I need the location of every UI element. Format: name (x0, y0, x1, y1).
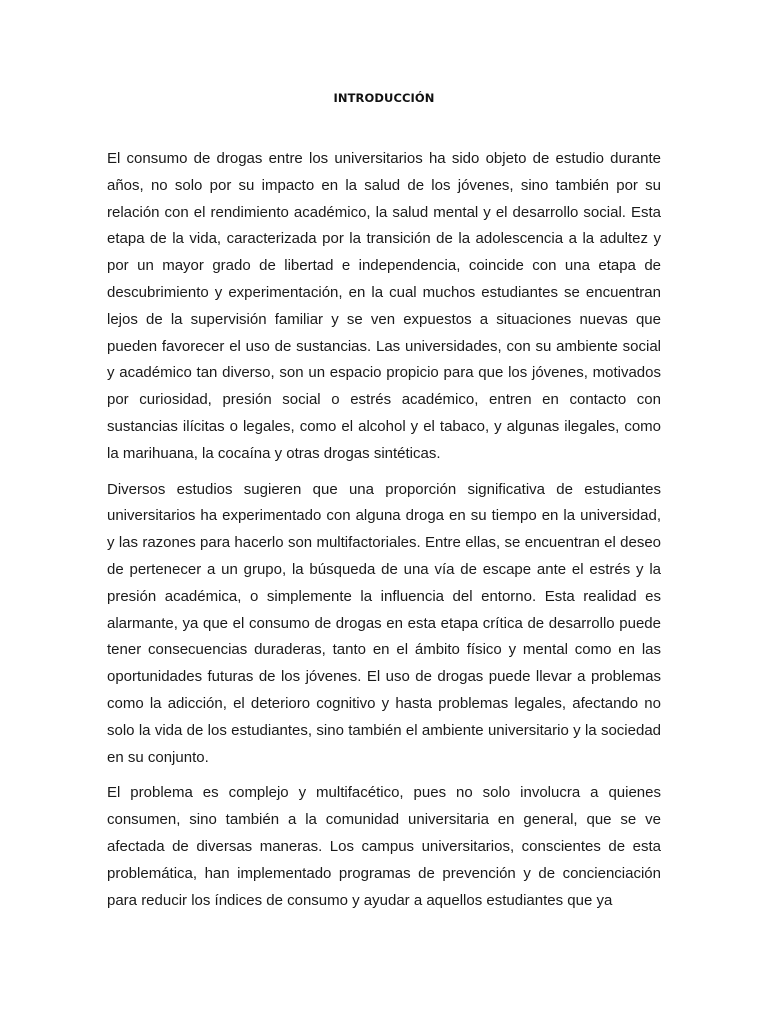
page-title: INTRODUCCIÓN (333, 91, 435, 105)
paragraph-2: Diversos estudios sugieren que una proporción significativa de estudiantes universitarios ha experimentado con alguna droga en su tiempo en la universidad, y las razones para hacerlo son multifactoriales. Entre ellas, se encuentran el deseo de pertenecer a un grupo, la búsqueda de una vía de escape ante el estrés y la presión académica, o simplemente la influencia del entorno. Esta realidad es alarmante, ya que el consumo de drogas en esta etapa crítica de desarrollo puede tener consecuencias duraderas, tanto en el ámbito físico y mental como en las oportunidades futuras de los jóvenes. El uso de drogas puede llevar a problemas como la adicción, el deterioro cognitivo y hasta problemas legales, afectando no solo la vida de los estudiantes, sino también el ambiente universitario y la sociedad en su conjunto. (107, 480, 661, 766)
document-body (107, 146, 661, 914)
paragraph-1: El consumo de drogas entre los universitarios ha sido objeto de estudio durante años, no solo por su impacto en la salud de los jóvenes, sino también por su relación con el rendimiento académico, la salud mental y el desarrollo social. Esta etapa de la vida, caracterizada por la transición de la adolescencia a la adultez y por un mayor grado de libertad e independencia, coincide con una etapa de descubrimiento y experimentación, en la cual muchos estudiantes se encuentran lejos de la supervisión familiar y se ven expuestos a situaciones nuevas que pueden favorecer el uso de sustancias. Las universidades, con su ambiente social y académico tan diverso, son un espacio propicio para que los jóvenes, motivados por curiosidad, presión social o estrés académico, entren en contacto con sustancias ilícitas o legales, como el alcohol y el tabaco, y algunas ilegales, como la marihuana, la cocaína y otras drogas sintéticas. (107, 150, 661, 462)
paragraph-3: El problema es complejo y multifacético, pues no solo involucra a quienes consumen, sino también a la comunidad universitaria en general, que se ve afectada de diversas maneras. Los campus universitarios, conscientes de esta problemática, han implementado programas de prevención y de concienciación para reducir los índices de consumo y ayudar a aquellos estudiantes que ya (107, 784, 661, 909)
